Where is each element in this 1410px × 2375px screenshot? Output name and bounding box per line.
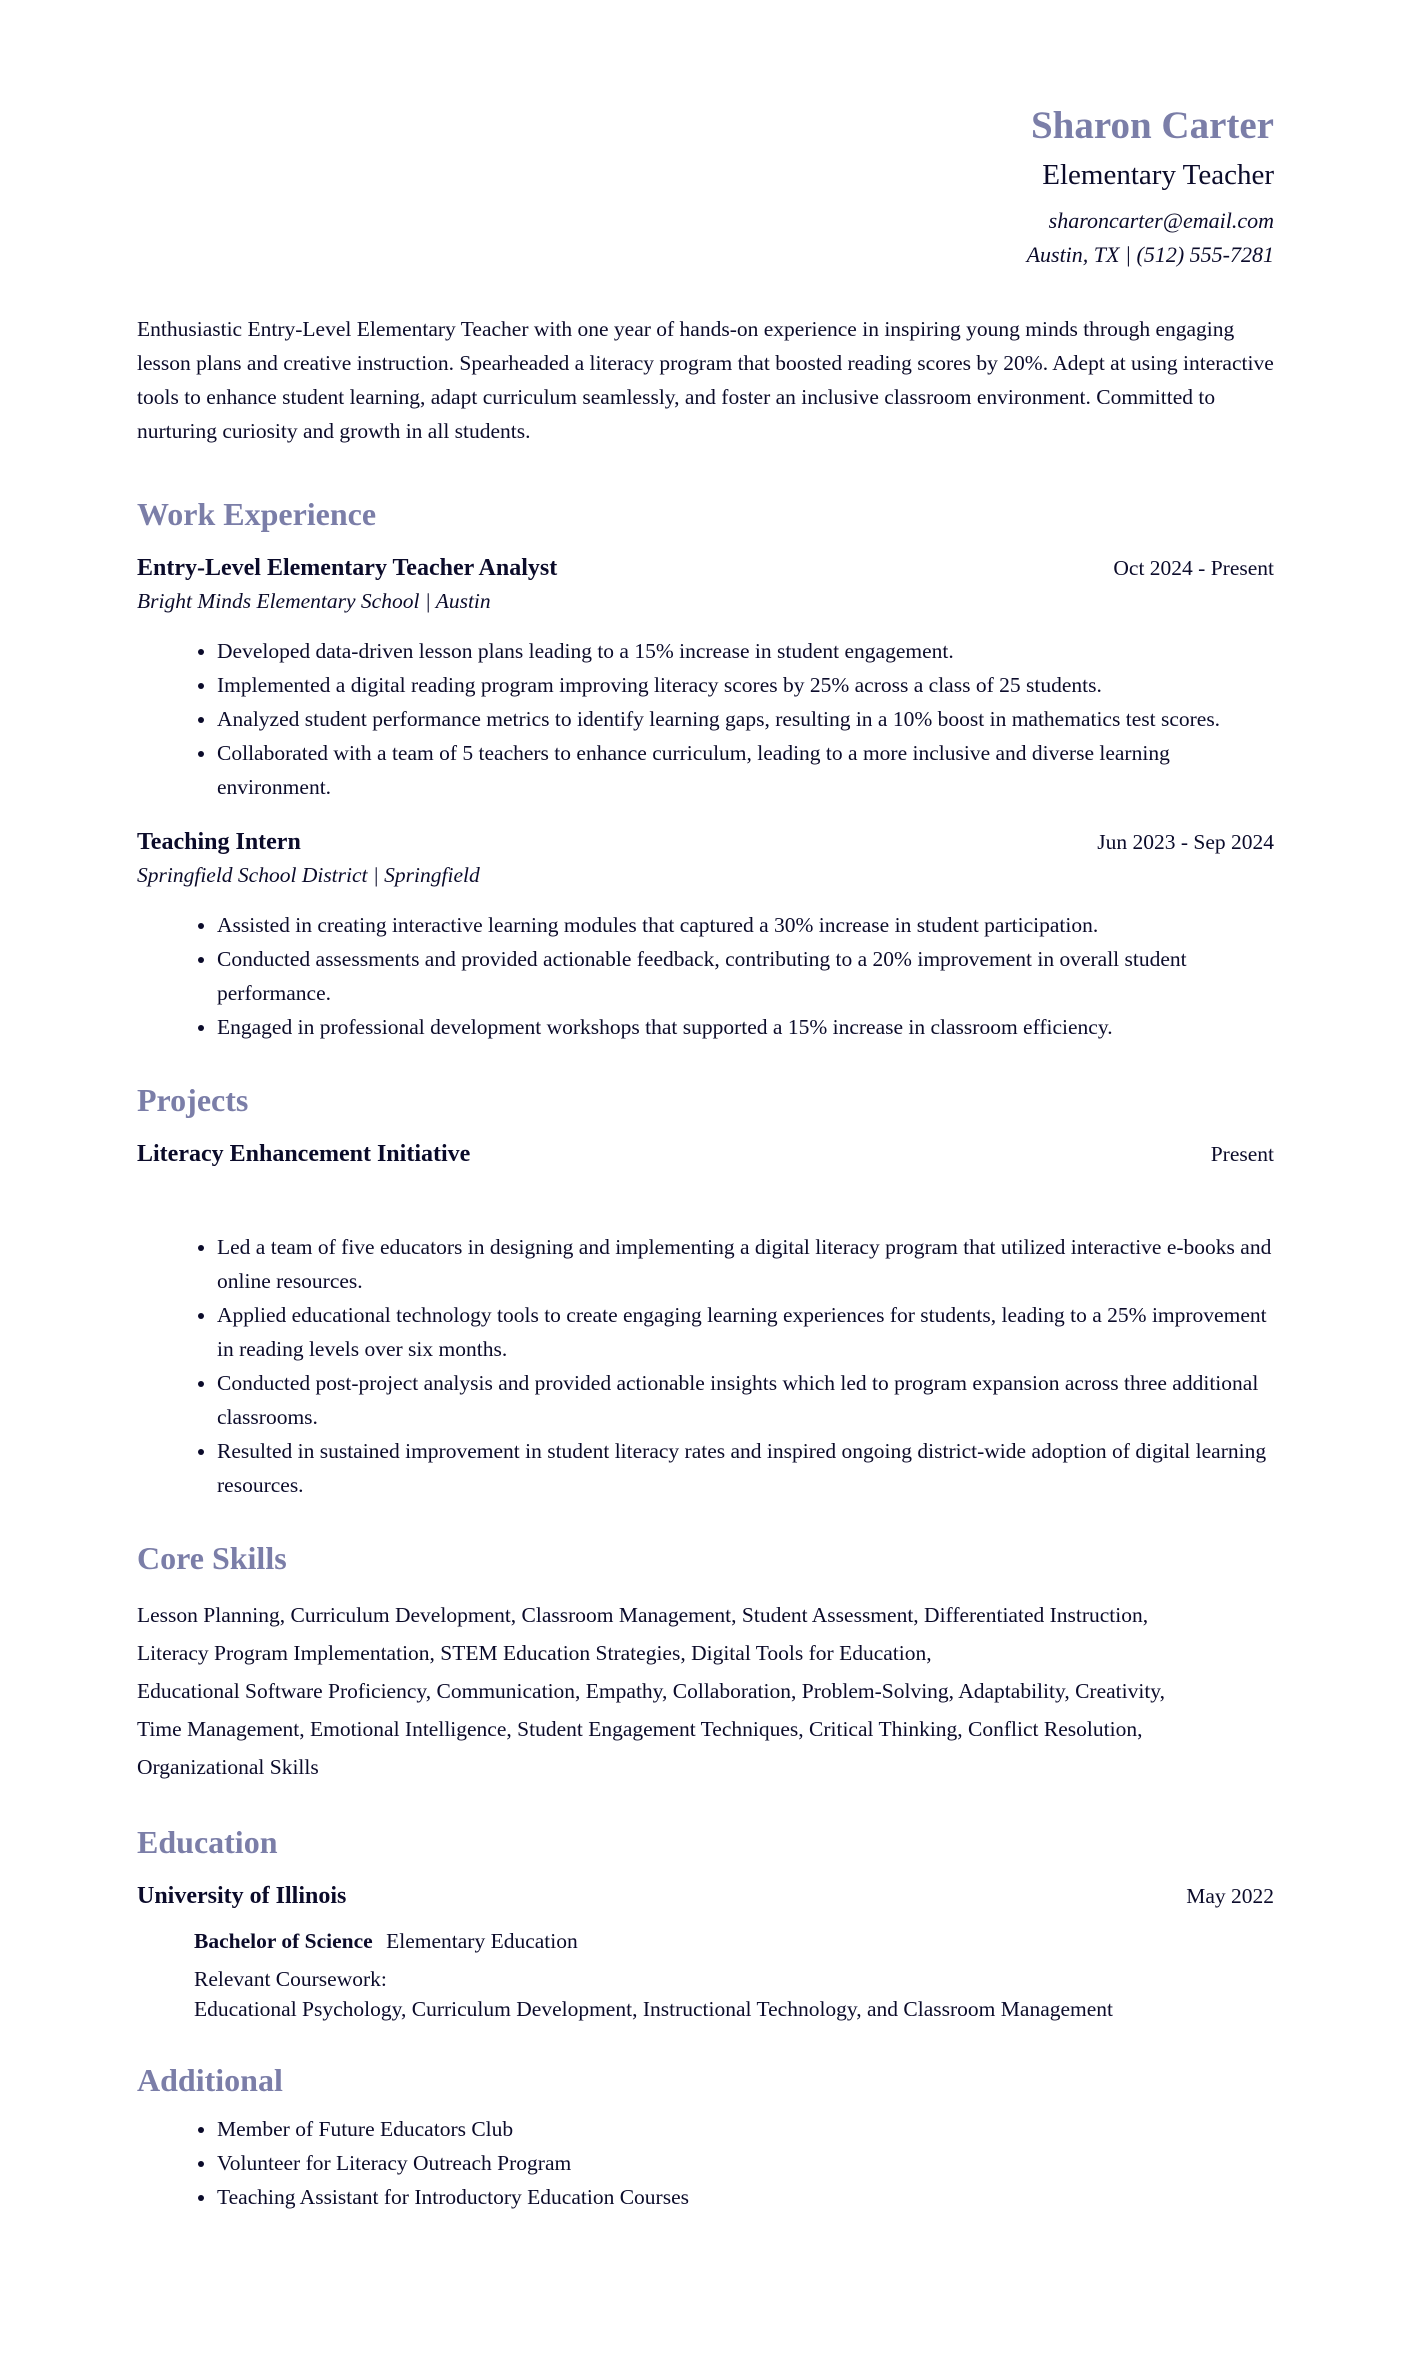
- job-organization: Springfield School District | Springfield: [137, 863, 480, 887]
- list-item: • Analyzed student performance metrics to identify learning gaps, resulting in a 10% boost in mathematics test scores.: [217, 702, 1274, 736]
- list-item: • Volunteer for Literacy Outreach Program: [217, 2146, 1274, 2180]
- list-item: • Conducted assessments and provided actionable feedback, contributing to a 20% improvement in overall student performance.: [217, 942, 1274, 1010]
- graduation-date: May 2022: [1186, 1884, 1274, 1908]
- candidate-name: Sharon Carter: [1030, 104, 1274, 147]
- section-title-work: Work Experience: [137, 496, 377, 532]
- job-date: Jun 2023 - Sep 2024: [1097, 830, 1274, 854]
- job-date: Oct 2024 - Present: [1113, 556, 1274, 580]
- resume-header: [137, 100, 1274, 272]
- skills-line: Educational Software Proficiency, Communication, Empathy, Collaboration, Problem-Solving, Adaptability, Creativity,: [137, 1679, 1166, 1703]
- project-title: Literacy Enhancement Initiative: [137, 1141, 471, 1167]
- education-details: [137, 1926, 1274, 2024]
- contact-block: [137, 204, 1274, 272]
- section-title-projects: Projects: [137, 1082, 249, 1118]
- degree-line: [194, 1926, 1274, 1956]
- coursework-label: Relevant Coursework:: [194, 1967, 387, 1991]
- job-bullets: [137, 908, 1274, 1044]
- additional-list: [137, 2112, 1274, 2214]
- list-item: • Engaged in professional development workshops that supported a 15% increase in classroom efficiency.: [217, 1010, 1274, 1044]
- skills-line: Literacy Program Implementation, STEM Education Strategies, Digital Tools for Education,: [137, 1641, 932, 1665]
- list-item: • Conducted post-project analysis and provided actionable insights which led to program expansion across three additional classrooms.: [217, 1366, 1274, 1434]
- degree-name: Bachelor of Science: [194, 1929, 373, 1953]
- job-title: Entry-Level Elementary Teacher Analyst: [137, 555, 558, 581]
- section-title-additional: Additional: [137, 2062, 283, 2098]
- project-bullets: [137, 1230, 1274, 1502]
- section-title-skills: Core Skills: [137, 1540, 287, 1576]
- job-bullets: [137, 634, 1274, 804]
- list-item: • Assisted in creating interactive learning modules that captured a 30% increase in student participation.: [217, 908, 1274, 942]
- list-item: • Member of Future Educators Club: [217, 2112, 1274, 2146]
- job-entry: [137, 826, 1274, 1044]
- list-item: • Led a team of five educators in designing and implementing a digital literacy program that utilized interactive e-books and online resources.: [217, 1230, 1274, 1298]
- project-spacer: [137, 1170, 1274, 1230]
- list-item: • Applied educational technology tools to create engaging learning experiences for students, leading to a 25% improvement in reading levels over six months.: [217, 1298, 1274, 1366]
- degree-field: Elementary Education: [386, 1929, 578, 1953]
- skills-line: Lesson Planning, Curriculum Development, Classroom Management, Student Assessment, Differentiated Instruction,: [137, 1603, 1149, 1627]
- candidate-role: Elementary Teacher: [1042, 159, 1274, 191]
- section-title-education: Education: [137, 1824, 278, 1860]
- skills-line: Organizational Skills: [137, 1755, 319, 1779]
- list-item: • Developed data-driven lesson plans leading to a 15% increase in student engagement.: [217, 634, 1274, 668]
- list-item: • Implemented a digital reading program improving literacy scores by 25% across a class of 25 students.: [217, 668, 1274, 702]
- skills-list: [137, 1596, 1274, 1786]
- job-title: Teaching Intern: [137, 829, 301, 855]
- project-entry: [137, 1138, 1274, 1502]
- list-item: • Resulted in sustained improvement in student literacy rates and inspired ongoing district-wide adoption of digital learning resources.: [217, 1434, 1274, 1502]
- job-entry: [137, 552, 1274, 804]
- coursework-list: Educational Psychology, Curriculum Development, Instructional Technology, and Classroom Management: [194, 1997, 1114, 2021]
- project-date: Present: [1210, 1142, 1274, 1166]
- contact-email[interactable]: sharoncarter@email.com: [1048, 208, 1274, 233]
- list-item: • Collaborated with a team of 5 teachers to enhance curriculum, leading to a more inclusive and diverse learning environment.: [217, 736, 1274, 804]
- skills-line: Time Management, Emotional Intelligence, Student Engagement Techniques, Critical Thinking, Conflict Resolution,: [137, 1717, 1143, 1741]
- education-entry: [137, 1880, 1274, 2024]
- professional-summary: Enthusiastic Entry-Level Elementary Teacher with one year of hands-on experience in inspiring young minds through engaging lesson plans and creative instruction. Spearheaded a literacy program that boosted reading scores by 20%. Adept at using interactive tools to enhance student learning, adapt curriculum seamlessly, and foster an inclusive classroom environment. Committed to nurturing curiosity and growth in all students.: [137, 317, 1274, 443]
- school-name: University of Illinois: [137, 1883, 347, 1909]
- contact-location-phone: Austin, TX | (512) 555-7281: [1026, 242, 1274, 267]
- list-item: • Teaching Assistant for Introductory Education Courses: [217, 2180, 1274, 2214]
- job-organization: Bright Minds Elementary School | Austin: [137, 589, 491, 613]
